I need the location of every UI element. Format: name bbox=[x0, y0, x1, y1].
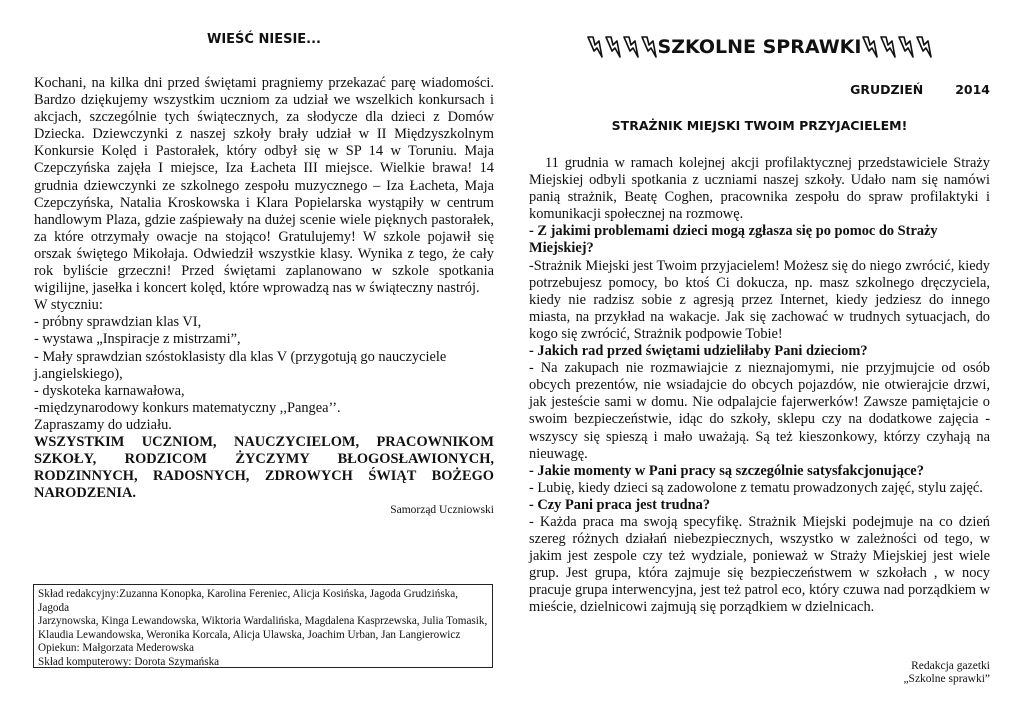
interview-answer: - Na zakupach nie rozmawiajcie z nieznajomymi, nie przyjmujcie od osób obcych prezentów, nie wsiadajcie do obcych pojazdów, nie otwierajcie drzwi, jak jesteście sami w domu. Nie odpalajcie fajerwerków! Zawsze pamiętajcie o swoim bezpieczeństwie, idąc do szkoły, sklepu czy na dodatkowe zajęcia - wszyscy się spieszą i mało uważają. Są też kieszonkowy, którzy czyhają na nieuwagę. bbox=[529, 360, 990, 462]
staff-line: Jarzynowska, Kinga Lewandowska, Wiktoria Wardalińska, Magdalena Kasprzewska, Julia Tomasik, bbox=[38, 615, 488, 628]
lightning-bolt-icon bbox=[861, 36, 879, 58]
interview-question: - Jakich rad przed świętami udzieliłaby Pani dzieciom? bbox=[529, 343, 868, 360]
january-item: - wystawa „Inspiracje z mistrzami”, bbox=[34, 331, 241, 348]
lightning-bolt-icon bbox=[622, 36, 640, 58]
january-item: - dyskoteka karnawałowa, bbox=[34, 382, 185, 399]
article-intro: 11 grudnia w ramach kolejnej akcji profilaktycznej przedstawiciele Straży Miejskiej odbyli spotkania z uczniami naszej szkoły. Udało nam się namówi panią strażnik, Beatę Coghen, pracownika zespołu do spraw profilaktyki i komunikacji społecznej na rozmowę. bbox=[529, 155, 990, 223]
credit-line: „Szkolne sprawki” bbox=[903, 673, 990, 685]
staff-line: Opiekun: Małgorzata Mederowska bbox=[38, 642, 194, 655]
lightning-bolt-icon bbox=[897, 36, 915, 58]
january-heading: W styczniu: bbox=[34, 297, 103, 314]
staff-line: Skład redakcyjny:Zuzanna Konopka, Karolina Fereniec, Alicja Kosińska, Jagoda Grudzińska, Jagoda bbox=[38, 588, 459, 614]
lightning-bolt-icon bbox=[640, 36, 658, 58]
staff-line: Klaudia Lewandowska, Weronika Korcala, Alicja Ulawska, Joachim Urban, Jan Langierowicz bbox=[38, 628, 461, 641]
right-column bbox=[529, 32, 990, 617]
lightning-bolt-icon bbox=[879, 36, 897, 58]
newspaper-title: SZKOLNE SPRAWKI bbox=[657, 36, 862, 58]
january-item: - Mały sprawdzian szóstoklasisty dla klas V (przygotują go nauczyciele j.angielskiego), bbox=[34, 348, 447, 382]
january-item: -międzynarodowy konkurs matematyczny ,,Pangea’’. bbox=[34, 399, 341, 416]
interview-question: - Jakie momenty w Pani pracy są szczególnie satysfakcjonujące? bbox=[529, 462, 924, 479]
masthead bbox=[529, 32, 990, 62]
intro-paragraph: Kochani, na kilka dni przed świętami pragniemy przekazać parę wiadomości. Bardzo dziękujemy wszystkim uczniom za udział we wszelkich konkursach i akcjach, szczególnie tych świątecznych, za słodycze dla dzieci z Domów Dziecka. Dziewczynki z naszej szkoły brały udział w II Międzyszkolnym Konkursie Kolęd i Pastorałek, który odbył się w SP 14 w Toruniu. Maja Czepczyńska zajęła I miejsce, Iza Łacheta III miejsce. Wielkie brawa! 14 grudnia dziewczynki ze szkolnego zespołu muzycznego – Iza Łacheta, Maja Czepczyńska, Natalia Kroskowska i Klara Popielarska wystąpiły w centrum handlowym Plaza, gdzie zaśpiewały na dużej scenie wiele pięknych pastorałek, za które otrzymały owacje na stojąco! Gratulujemy! W szkole pojawił się orszak świętego Mikołaja. Odwiedził wszystkie klasy. Wynika z tego, że cały rok byliście grzeczni! Przed świętami zaplanowano w szkole spotkania wigilijne, jasełka i koncert kolęd, które wprowadzą nas w świąteczny nastrój. bbox=[34, 75, 494, 297]
holiday-wishes: WSZYSTKIM UCZNIOM, NAUCZYCIELOM, PRACOWNIKOM SZKOŁY, RODZICOM ŻYCZYMY BŁOGOSŁAWIONYCH, RODZINNYCH, RADOSNYCH, ZDROWYCH ŚWIĄT BOŻEGO NARODZENIA. bbox=[34, 433, 494, 502]
editorial-credit bbox=[903, 660, 990, 686]
editorial-staff-box bbox=[33, 584, 493, 668]
credit-line: Redakcja gazetki bbox=[911, 660, 990, 672]
issue-year: 2014 bbox=[955, 82, 990, 97]
article-headline: STRAŻNIK MIEJSKI TWOIM PRZYJACIELEM! bbox=[611, 118, 908, 133]
interview-answer: -Strażnik Miejski jest Twoim przyjacielem! Możesz się do niego zwrócić, kiedy potrzebujesz pomocy, bo ktoś Ci dokucza, np. masz szkolnego dręczyciela, kiedy nie radzisz sobie z agresją przez Internet, kiedy jedziesz do innego miasta, na przykład na wakacje. Jak się zachować w trudnych sytuacjach, do kogo się zwrócić, Strażnik podpowie Tobie! bbox=[529, 257, 990, 342]
issue-month: GRUDZIEŃ bbox=[850, 82, 924, 97]
interview-answer: - Każda praca ma swoją specyfikę. Strażnik Miejski podejmuje na co dzień szereg różnych działań niebezpiecznych, wszystko w zależności od tego, w jakim jest zespole czy też wydziale, ponieważ w Straży Miejskiej jest wiele grup. Jest grupa, która zajmuje się bezpieczeństwem w szkołach , w nocy pracuje grupa interwencyjna, jest też patrol eco, który czuwa nad porządkiem w mieście, dzielnicowi zajmują się porządkiem w dzielnicach. bbox=[529, 513, 990, 616]
interview-article bbox=[529, 155, 990, 617]
issue-date bbox=[529, 82, 990, 97]
interview-question: - Czy Pani praca jest trudna? bbox=[529, 496, 711, 513]
lightning-bolt-icon bbox=[604, 36, 622, 58]
january-item: - próbny sprawdzian klas VI, bbox=[34, 314, 202, 331]
left-column-title: WIEŚĆ NIESIE... bbox=[207, 32, 321, 47]
lightning-bolt-icon bbox=[915, 36, 933, 58]
signature: Samorząd Uczniowski bbox=[390, 504, 494, 517]
interview-answer: - Lubię, kiedy dzieci są zadowolone z tematu prowadzonych zajęć, stylu zajęć. bbox=[529, 479, 983, 496]
invite-text: Zapraszamy do udziału. bbox=[34, 416, 172, 433]
left-column bbox=[34, 32, 494, 516]
staff-line: Skład komputerowy: Dorota Szymańska bbox=[38, 655, 220, 668]
interview-question: - Z jakimi problemami dzieci mogą zgłasza się po pomoc do Straży Miejskiej? bbox=[529, 223, 938, 257]
lightning-bolt-icon bbox=[586, 36, 604, 58]
